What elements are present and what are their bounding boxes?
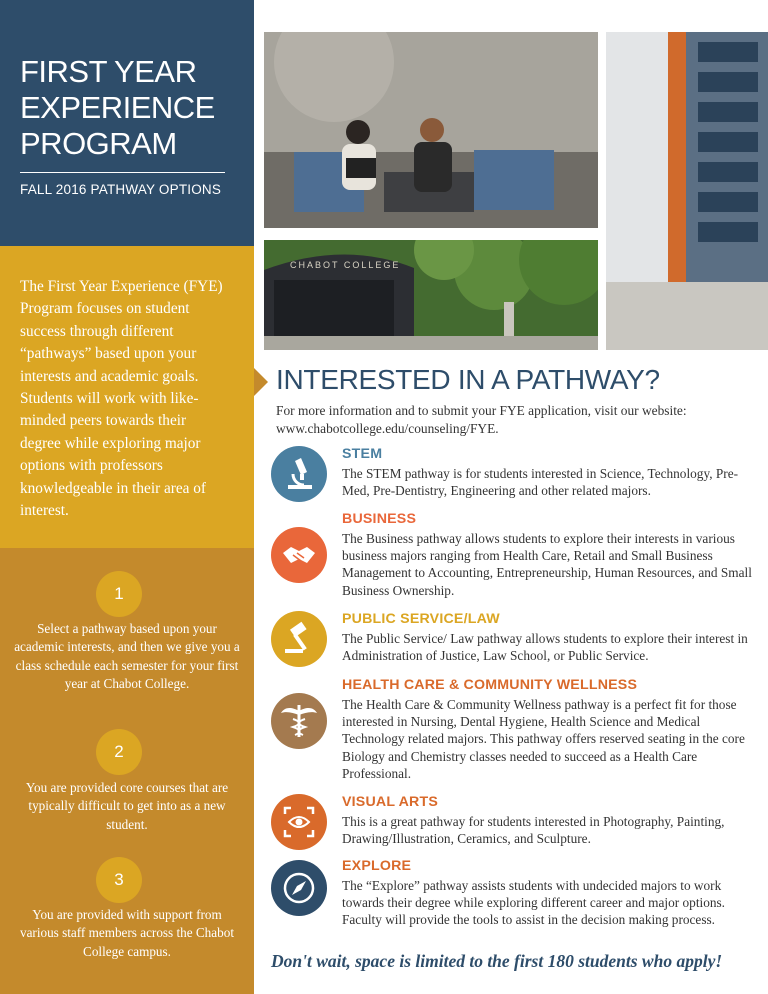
pathway-title: STEM xyxy=(342,446,383,462)
building-photo xyxy=(606,32,768,350)
gavel-icon xyxy=(271,611,327,667)
step-number: 3 xyxy=(96,857,142,903)
closing-call-to-action: Don't wait, space is limited to the first 180 students who apply! xyxy=(271,951,723,971)
title-divider xyxy=(20,172,225,173)
step-text: Select a pathway based upon your academic interests, and then we give you a class schedule each semester for your first year at Chabot College. xyxy=(14,621,240,692)
campus-sign-text: CHABOT COLLEGE xyxy=(290,260,401,270)
title-line: FIRST YEAR xyxy=(20,54,197,89)
pathway-title: PUBLIC SERVICE/LAW xyxy=(342,611,500,627)
heading-arrow-decoration xyxy=(254,368,268,396)
pathway-description: The Business pathway allows students to explore their interests in various business majors ranging from Health Care, Retail and Small Business Management to Accounting, Entrepreneurship, Human Resources, and Small Business Ownership. xyxy=(342,531,752,598)
step-text: You are provided with support from various staff members across the Chabot College campus. xyxy=(19,907,234,959)
eye-focus-icon xyxy=(271,794,327,850)
pathway-title: VISUAL ARTS xyxy=(342,794,439,810)
compass-icon xyxy=(271,860,327,916)
title-line: PROGRAM xyxy=(20,126,177,161)
microscope-icon xyxy=(271,446,327,502)
pathway-description: The STEM pathway is for students interested in Science, Technology, Pre-Med, Pre-Dentistry, Engineering and other related majors. xyxy=(342,466,739,499)
caduceus-icon xyxy=(271,693,327,749)
sidebar xyxy=(0,0,254,994)
program-subtitle: FALL 2016 PATHWAY OPTIONS xyxy=(20,182,222,197)
step-number: 1 xyxy=(96,571,142,617)
pathway-title: EXPLORE xyxy=(342,858,412,874)
program-title xyxy=(20,54,240,162)
campus-photo xyxy=(264,240,598,350)
students-photo xyxy=(264,32,598,228)
pathway-description: The Public Service/ Law pathway allows students to explore their interest in Administration of Justice, Law School, or Public Service. xyxy=(342,631,748,664)
pathway-description: This is a great pathway for students interested in Photography, Painting, Drawing/Illustration, Ceramics, and Sculpture. xyxy=(342,814,725,847)
pathway-description: The “Explore” pathway assists students with undecided majors to work towards their degree while exploring different career and major options. Faculty will provide the tools to assist in the decision making process. xyxy=(342,878,726,928)
pathway-title: HEALTH CARE & COMMUNITY WELLNESS xyxy=(342,677,638,693)
step-number: 2 xyxy=(96,729,142,775)
handshake-icon xyxy=(271,527,327,583)
title-line: EXPERIENCE xyxy=(20,90,215,125)
website-info: For more information and to submit your FYE application, visit our website: www.chabotcollege.edu/counseling/FYE. xyxy=(276,403,687,436)
pathway-title: BUSINESS xyxy=(342,511,417,527)
pathway-description: The Health Care & Community Wellness pathway is a perfect fit for those interested in Nursing, Dental Hygiene, Health Science and Medical Technology related majors. This pathway offers reserved seating in the core Biology and Chemistry classes needed to succeed as a Health Care Professional. xyxy=(342,697,745,781)
step-text: You are provided core courses that are typically difficult to get into as a new student. xyxy=(25,780,229,832)
pathway-heading: INTERESTED IN A PATHWAY? xyxy=(276,364,660,395)
program-intro: The First Year Experience (FYE) Program focuses on student success through different “pathways” based upon your interests and academic goals. Students will work with like-minded peers towards their degree while exploring major options with professors knowledgeable in their area of interest. xyxy=(20,278,223,520)
